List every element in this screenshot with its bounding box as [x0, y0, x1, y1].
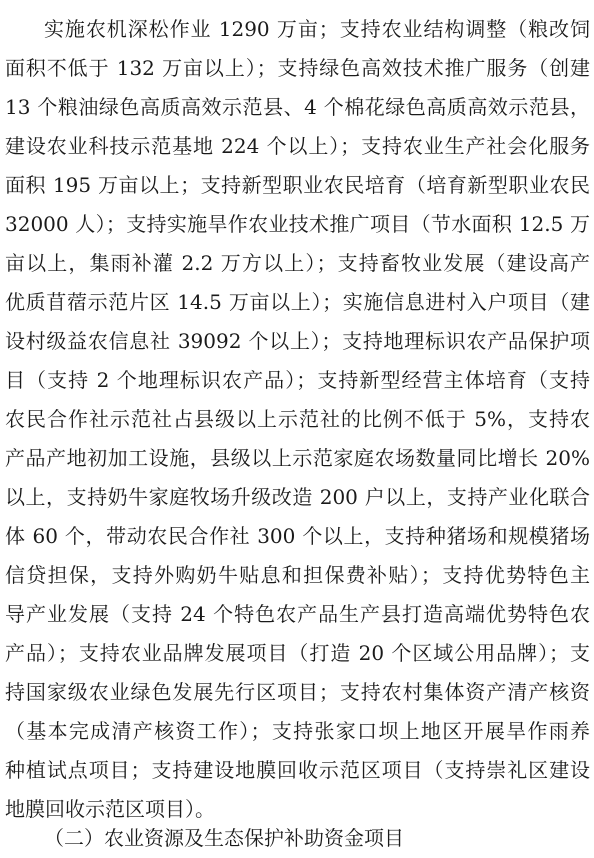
paragraph-line: 优质苜蓿示范片区 14.5 万亩以上）；实施信息进村入户项目（建 [5, 290, 590, 314]
paragraph-line: 面积不低于 132 万亩以上）；支持绿色高效技术推广服务（创建 [5, 56, 590, 80]
paragraph-line: 种植试点项目；支持建设地膜回收示范区项目（支持崇礼区建设 [5, 758, 590, 782]
paragraph-line: 设村级益农信息社 39092 个以上）；支持地理标识农产品保护项 [5, 329, 590, 353]
paragraph-line: 体 60 个，带动农民合作社 300 个以上，支持种猪场和规模猪场 [5, 524, 590, 548]
paragraph-line: 产品产地初加工设施，县级以上示范家庭农场数量同比增长 20% [5, 446, 590, 470]
paragraph-line: 以上，支持奶牛家庭牧场升级改造 200 户以上，支持产业化联合 [5, 485, 590, 509]
paragraph-line: 导产业发展（支持 24 个特色农产品生产县打造高端优势特色农 [5, 602, 590, 626]
paragraph-line: 地膜回收示范区项目）。 [5, 797, 215, 821]
paragraph-line: （基本完成清产核资工作）；支持张家口坝上地区开展旱作雨养 [5, 719, 590, 743]
paragraph-line: 32000 人）；支持实施旱作农业技术推广项目（节水面积 12.5 万 [5, 212, 590, 236]
paragraph-line: 产品）；支持农业品牌发展项目（打造 20 个区域公用品牌）；支 [5, 641, 590, 665]
paragraph-line: 13 个粮油绿色高质高效示范县、4 个棉花绿色高质高效示范县， [5, 95, 590, 119]
section-heading: （二）农业资源及生态保护补助资金项目 [44, 826, 404, 850]
paragraph-line: 目（支持 2 个地理标识农产品）；支持新型经营主体培育（支持 [5, 368, 590, 392]
paragraph-line: 亩以上，集雨补灌 2.2 万方以上）；支持畜牧业发展（建设高产 [5, 251, 590, 275]
paragraph-line: 建设农业科技示范基地 224 个以上）；支持农业生产社会化服务 [5, 134, 590, 158]
paragraph-line: 农民合作社示范社占县级以上示范社的比例不低于 5%，支持农 [5, 407, 590, 431]
paragraph-line: 持国家级农业绿色发展先行区项目；支持农村集体资产清产核资 [5, 680, 590, 704]
paragraph-line: 信贷担保，支持外购奶牛贴息和担保费补贴）；支持优势特色主 [5, 563, 590, 587]
paragraph-line: 面积 195 万亩以上；支持新型职业农民培育（培育新型职业农民 [5, 173, 590, 197]
paragraph-line: 实施农机深松作业 1290 万亩；支持农业结构调整（粮改饲 [44, 17, 590, 41]
